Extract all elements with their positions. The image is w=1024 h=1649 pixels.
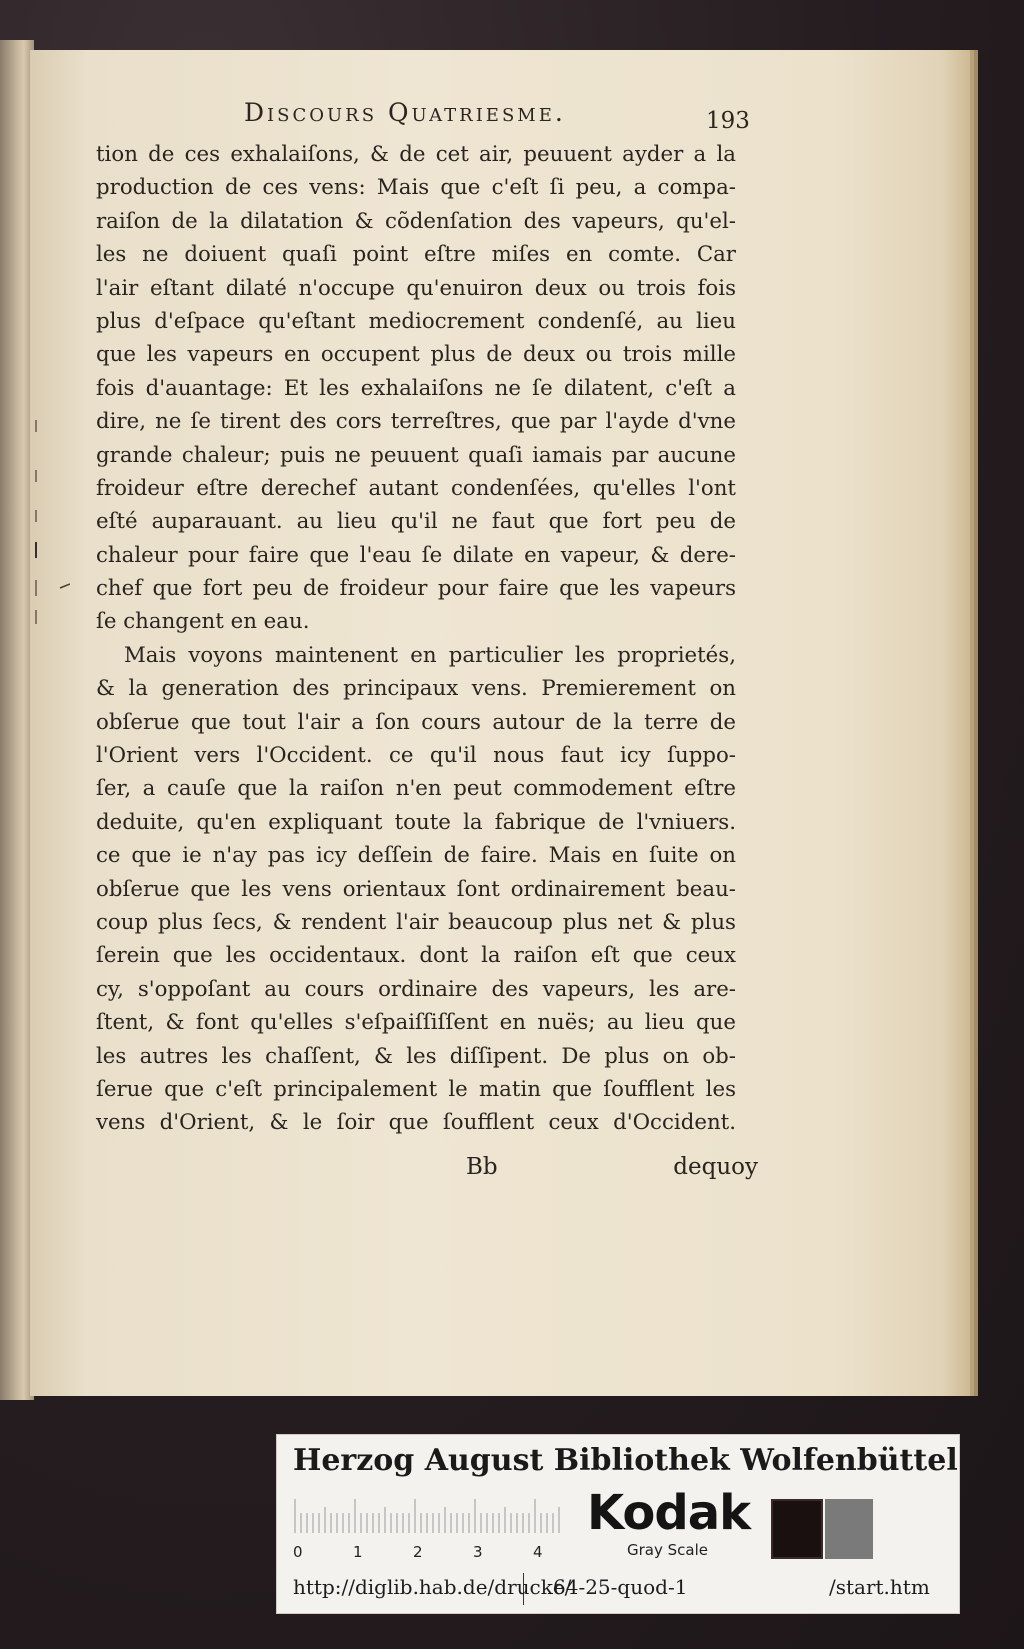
url-end: /start.htm: [829, 1575, 930, 1599]
text-line-18: obſerue que tout l'air a ſon cours autour de la terre de: [96, 709, 736, 735]
book-page: [30, 50, 970, 1396]
gray-scale-swatches: [771, 1499, 941, 1559]
text-line-29: ſerue que c'eſt principalement le matin que ſoufflent les: [96, 1076, 736, 1102]
text-line-13: chaleur pour faire que l'eau ſe dilate en vapeur, & dere-: [96, 542, 736, 568]
running-title: Discours Quatriesme.: [244, 98, 566, 127]
text-line-22: ce que ie n'ay pas icy deſſein de faire. Mais en ſuite on: [96, 843, 736, 869]
text-line-24: coup plus ſecs, & rendent l'air beaucoup plus net & plus: [96, 909, 736, 935]
text-line-3: raiſon de la dilatation & cõdenſation des vapeurs, qu'el-: [96, 208, 736, 234]
facing-page-edge: [0, 40, 34, 1400]
text-line-16: Mais voyons maintenent en particulier les proprietés,: [124, 642, 736, 668]
signature-mark: Bb: [466, 1154, 498, 1180]
text-line-10: grande chaleur; puis ne peuuent quaſi iamais par aucune: [96, 442, 736, 468]
text-line-5: l'air eſtant dilaté n'occupe qu'enuiron deux ou trois fois: [96, 275, 736, 301]
kodak-logo: Kodak: [587, 1485, 750, 1541]
ruler-number-4: 4: [533, 1543, 543, 1561]
shelfmark: 64-25-quod-1: [553, 1575, 688, 1599]
url-base: http://diglib.hab.de/drucke/: [293, 1575, 572, 1599]
ruler-number-3: 3: [473, 1543, 483, 1561]
body-text: [96, 138, 736, 1140]
ruler-scale: [293, 1493, 563, 1537]
margin-marks-graphic: [30, 410, 70, 670]
text-line-7: que les vapeurs en occupent plus de deux ou trois mille: [96, 342, 736, 368]
text-line-28: les autres les chaſſent, & les diſſipent. De plus on ob-: [96, 1043, 736, 1069]
text-line-17: & la generation des principaux vens. Premierement on: [96, 676, 736, 702]
text-line-11: froideur eſtre derechef autant condenſées, qu'elles l'ont: [96, 475, 736, 501]
text-line-19: l'Orient vers l'Occident. ce qu'il nous faut icy ſuppo-: [96, 743, 736, 769]
swatch-black: [771, 1499, 823, 1559]
text-line-25: ſerein que les occidentaux. dont la raiſon eſt que ceux: [96, 943, 736, 969]
text-line-6: plus d'eſpace qu'eſtant mediocrement condenſé, au lieu: [96, 308, 736, 334]
text-line-21: deduite, qu'en expliquant toute la fabrique de l'vniuers.: [96, 809, 736, 835]
text-line-20: ſer, a cauſe que la raiſon n'en peut commodement eſtre: [96, 776, 736, 802]
text-line-4: les ne doiuent quaſi point eſtre miſes en comte. Car: [96, 242, 736, 268]
text-line-26: cy, s'oppoſant au cours ordinaire des vapeurs, les are-: [96, 976, 736, 1002]
text-line-9: dire, ne ſe tirent des cors terreſtres, que par l'ayde d'vne: [96, 409, 736, 435]
text-line-30: vens d'Orient, & le ſoir que ſoufflent ceux d'Occident.: [96, 1110, 736, 1136]
catchword: dequoy: [673, 1154, 758, 1180]
swatch-gray: [825, 1499, 873, 1559]
ruler-number-2: 2: [413, 1543, 423, 1561]
text-line-14: chef que fort peu de froideur pour faire que les vapeurs: [96, 576, 736, 602]
text-line-8: fois d'auantage: Et les exhalaiſons ne ſe dilatent, c'eſt a: [96, 375, 736, 401]
text-line-27: ſtent, & font qu'elles s'eſpaiſſiſſent en nuës; au lieu que: [96, 1010, 736, 1036]
text-line-1: tion de ces exhalaiſons, & de cet air, peuuent ayder a la: [96, 142, 736, 167]
library-name: Herzog August Bibliothek Wolfenbüttel: [293, 1443, 958, 1478]
text-line-15: ſe changent en eau.: [96, 609, 310, 635]
text-line-23: obſerue que les vens orientaux ſont ordinairement beau-: [96, 876, 736, 902]
text-line-12: eſté auparauant. au lieu qu'il ne faut que fort peu de: [96, 509, 736, 535]
gray-scale-caption: Gray Scale: [627, 1541, 708, 1559]
page-number: 193: [706, 108, 750, 134]
text-line-2: production de ces vens: Mais que c'eſt ſi peu, a compa-: [96, 175, 736, 201]
swatch-white: [875, 1499, 937, 1559]
library-label: [276, 1434, 960, 1614]
ruler-number-0: 0: [293, 1543, 303, 1561]
ruler-number-1: 1: [353, 1543, 363, 1561]
margin-pencil-marks: [30, 410, 70, 674]
